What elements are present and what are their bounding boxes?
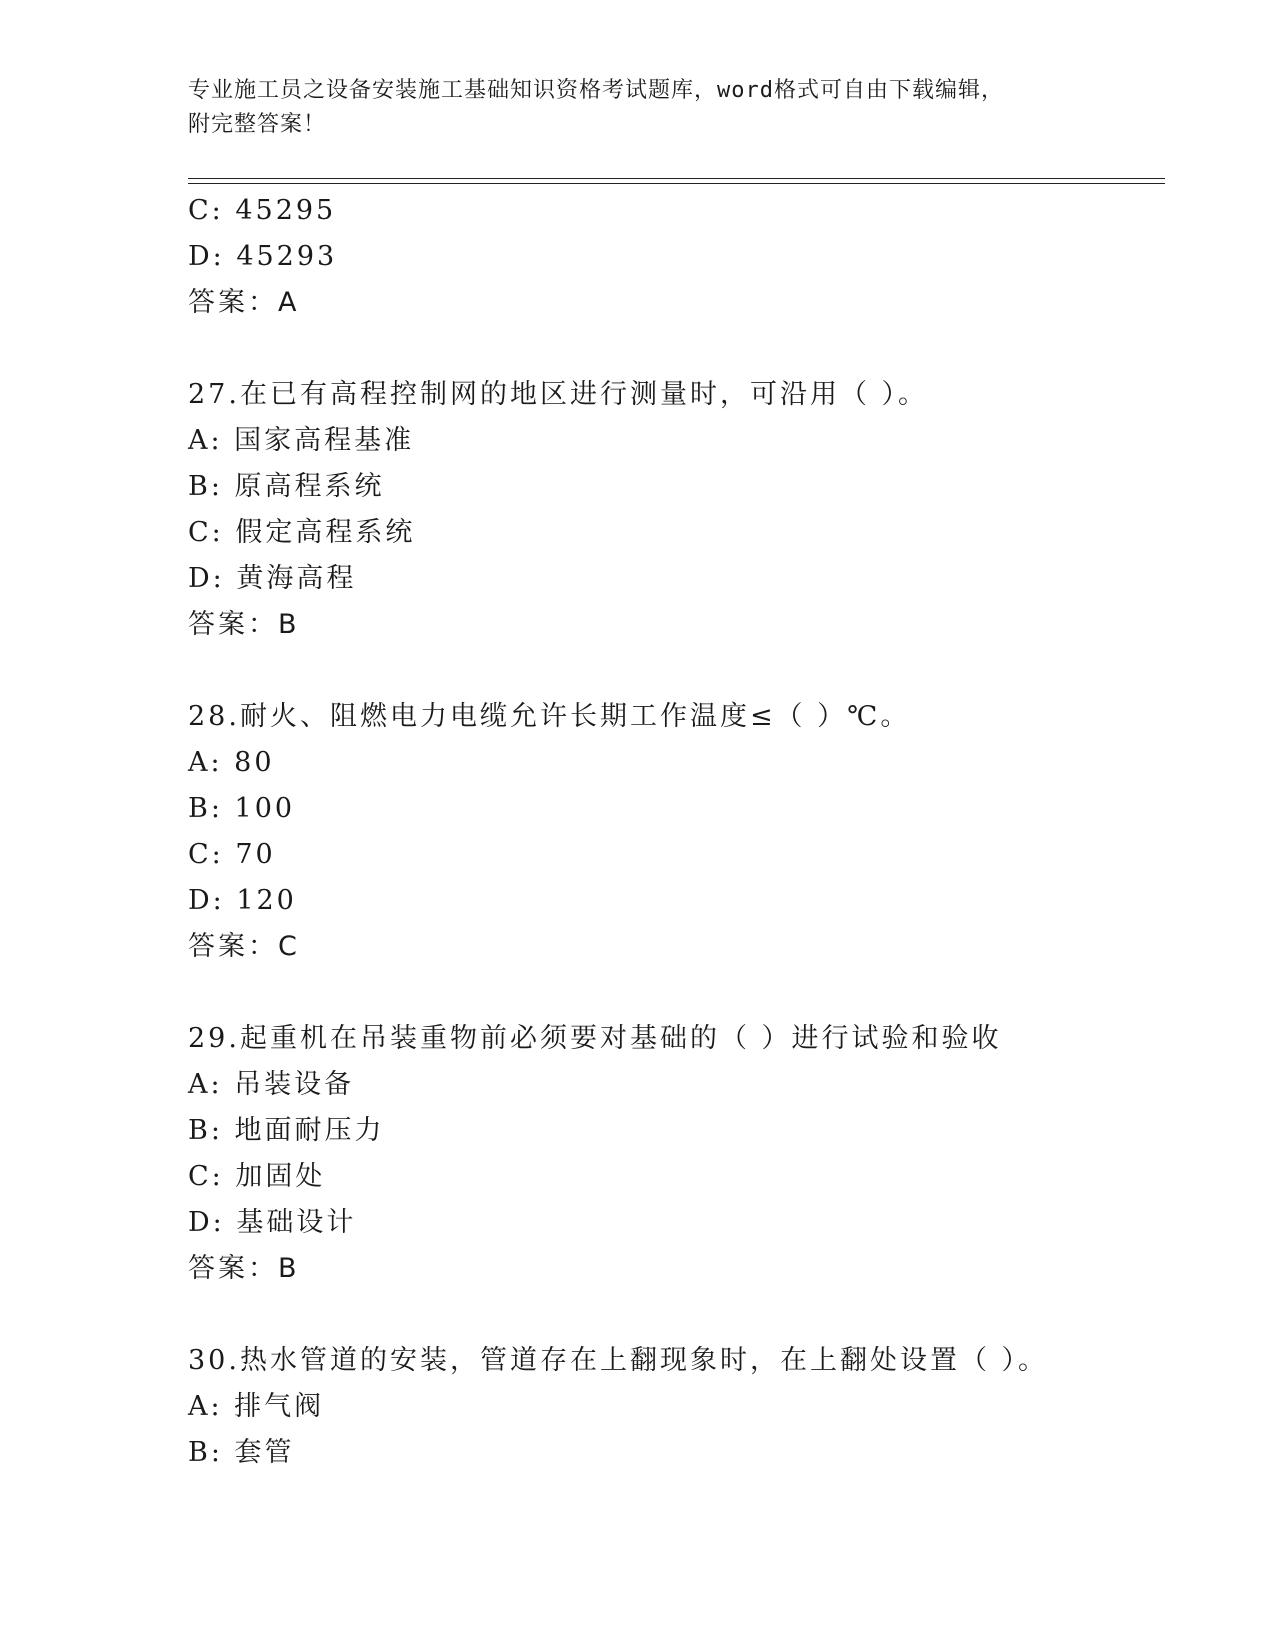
option-d: D: 基础设计 [188,1207,357,1238]
option-c: C: 假定高程系统 [188,517,416,548]
spacer [188,648,1165,694]
question-29 [188,1016,1165,1292]
option-d: D: 黄海高程 [188,563,357,594]
spacer [188,970,1165,1016]
option-a: A: 80 [188,747,275,778]
option-c: C: 70 [188,839,276,870]
question-stem: 28.耐火、阻燃电力电缆允许长期工作温度≤（ ）℃。 [188,701,911,732]
spacer [188,326,1165,372]
answer-line: 答案：B [188,609,300,640]
question-list [188,188,1165,1476]
option-a: A: 排气阀 [188,1391,325,1422]
question-stem: 27.在已有高程控制网的地区进行测量时，可沿用（ ）。 [188,379,929,410]
option-d: D: 45293 [188,241,338,272]
header-line-1: 专业施工员之设备安装施工基础知识资格考试题库，word格式可自由下载编辑， [188,78,1004,103]
spacer [188,1292,1165,1338]
question-28 [188,694,1165,970]
header-divider-top [188,178,1165,179]
option-c: C: 45295 [188,195,337,226]
answer-line: 答案：C [188,931,300,962]
option-c: C: 加固处 [188,1161,326,1192]
option-b: B: 原高程系统 [188,471,385,502]
question-stem: 29.起重机在吊装重物前必须要对基础的（ ）进行试验和验收 [188,1023,1002,1054]
option-a: A: 国家高程基准 [188,425,415,456]
header-line-2: 附完整答案！ [188,112,327,137]
header-divider-bottom [188,183,1165,184]
question-stem: 30.热水管道的安装，管道存在上翻现象时，在上翻处设置（ ）。 [188,1345,1049,1376]
answer-line: 答案：A [188,287,300,318]
option-a: A: 吊装设备 [188,1069,355,1100]
option-b: B: 套管 [188,1437,295,1468]
option-b: B: 地面耐压力 [188,1115,385,1146]
question-27 [188,372,1165,648]
document-header [188,74,1088,142]
answer-line: 答案：B [188,1253,300,1284]
question-26-continuation [188,188,1165,326]
option-d: D: 120 [188,885,297,916]
question-30 [188,1338,1165,1476]
option-b: B: 100 [188,793,296,824]
